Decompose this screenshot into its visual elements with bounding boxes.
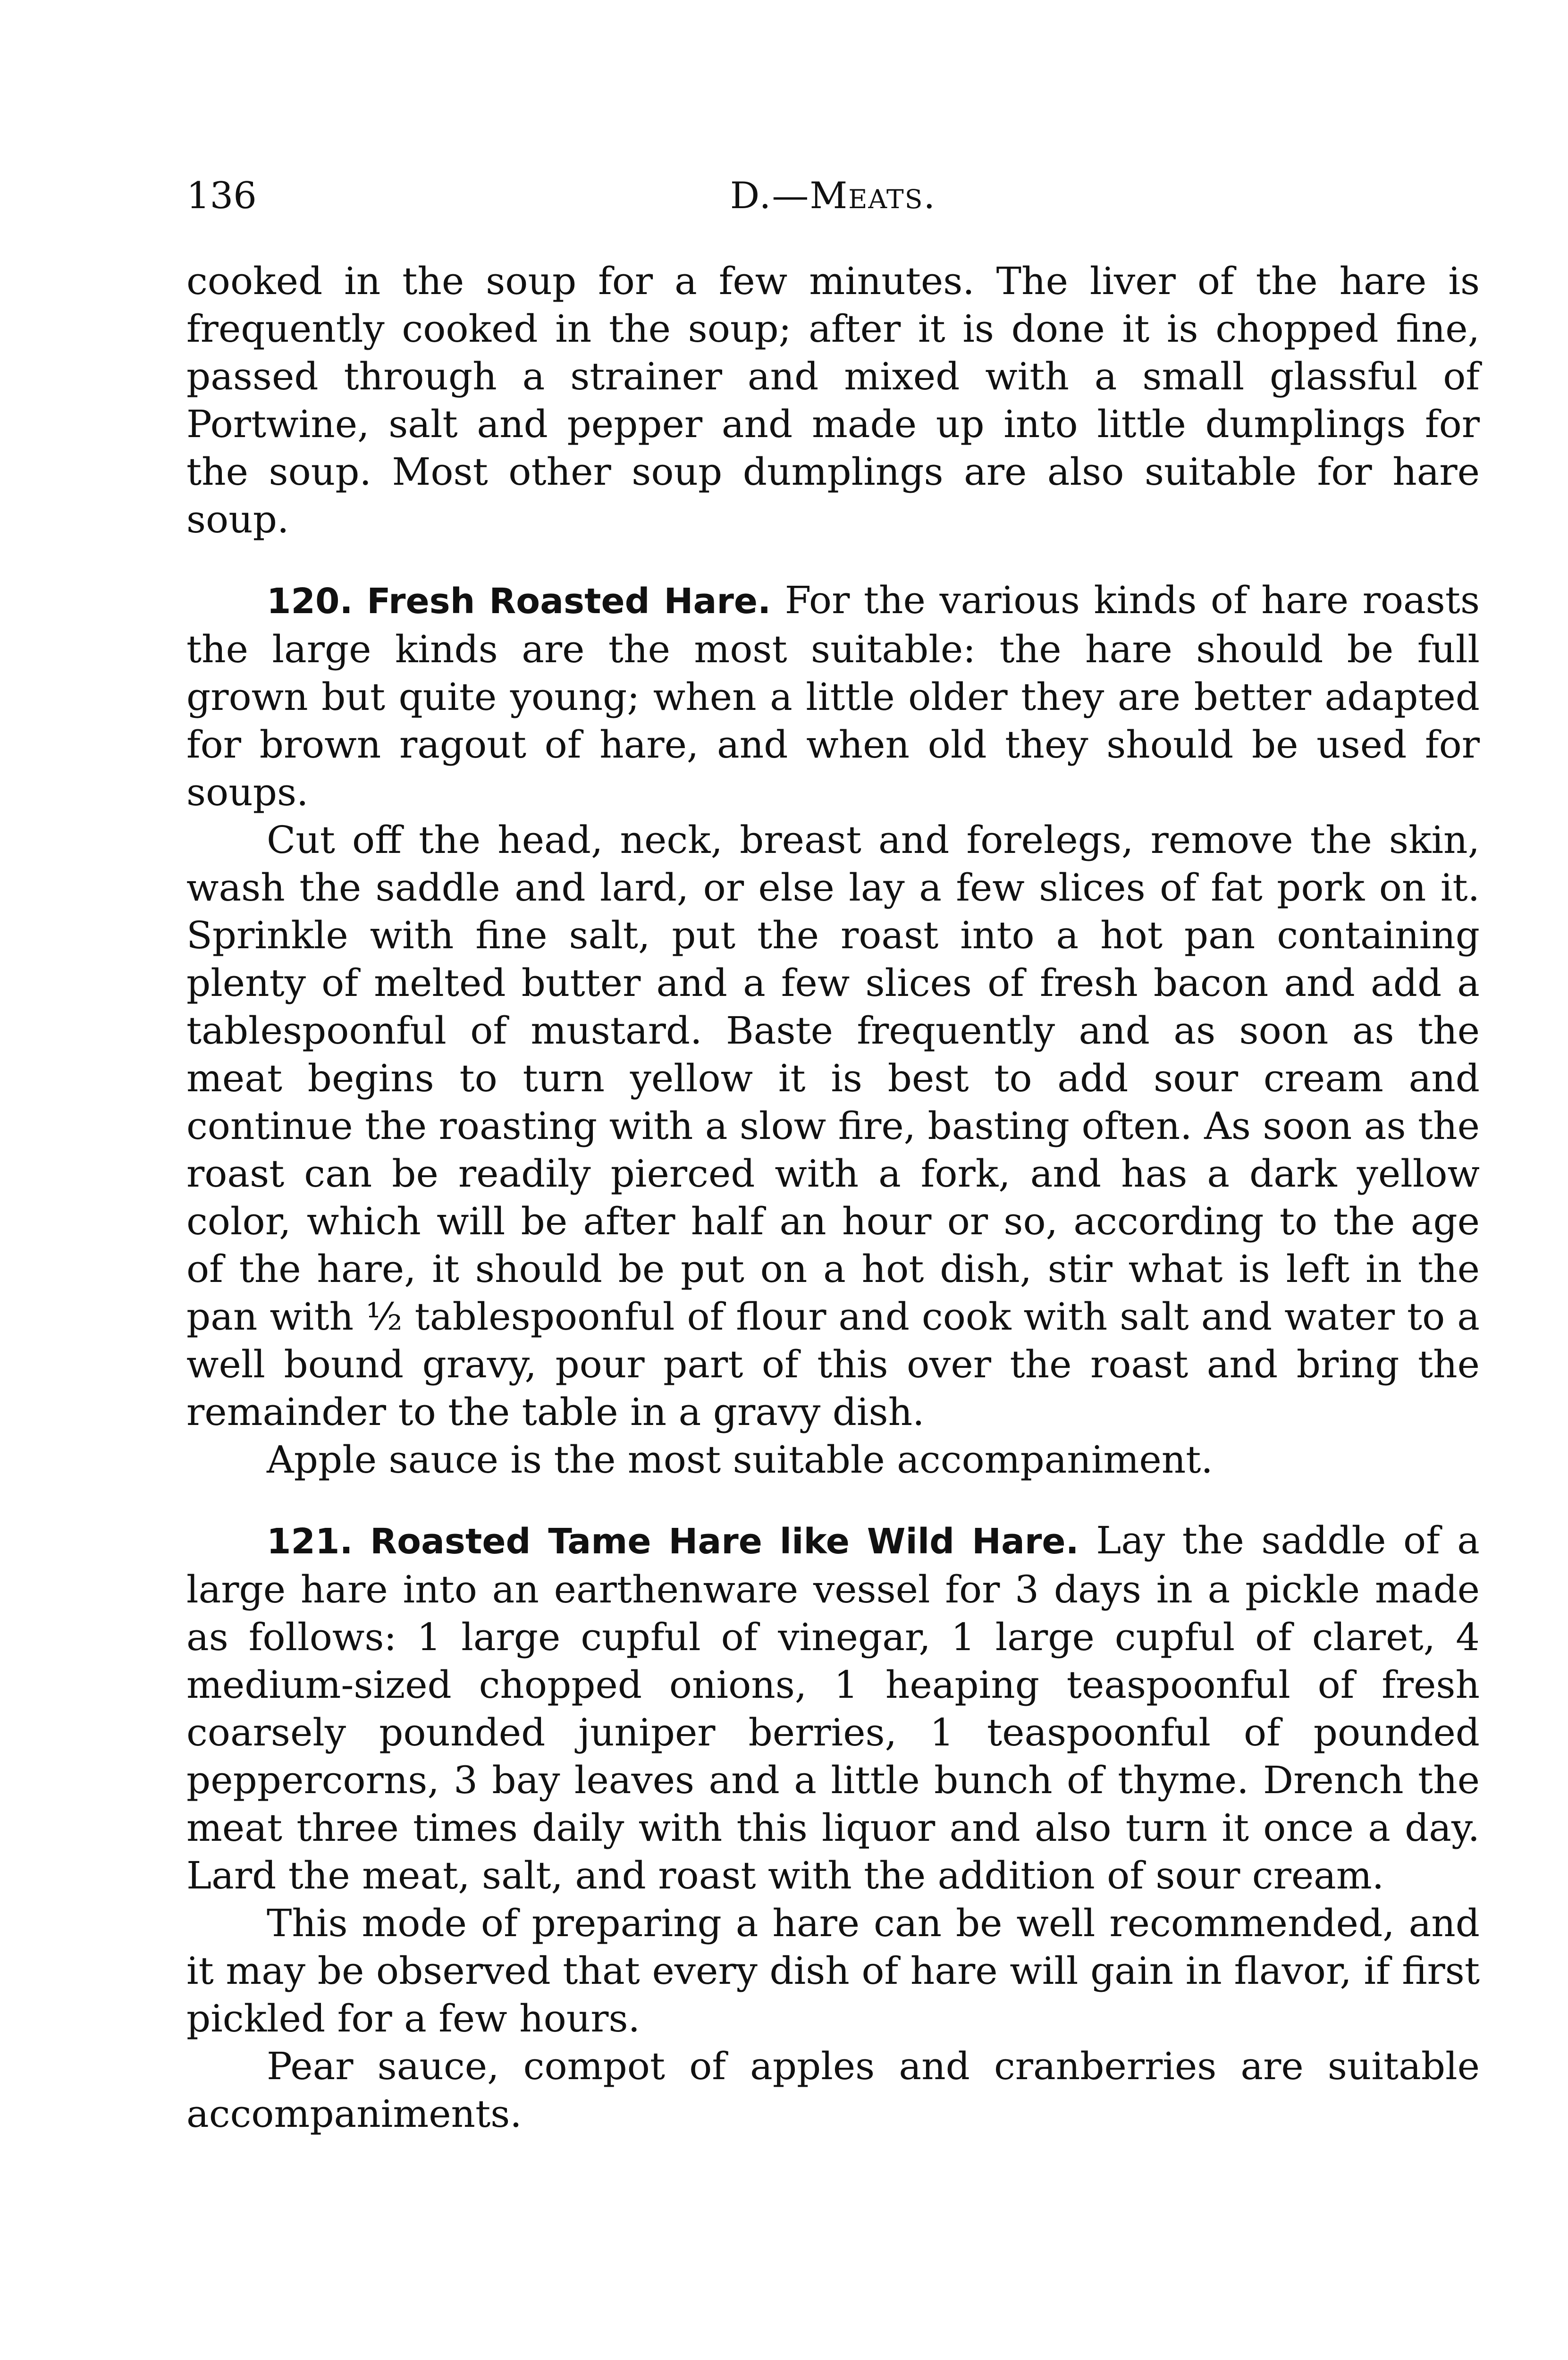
running-title: D.—Meats. <box>730 175 936 217</box>
book-page <box>186 0 1480 2360</box>
page-number: 136 <box>186 175 257 217</box>
body-text <box>186 257 1480 2138</box>
recipe-title: Roasted Tame Hare like Wild Hare. <box>370 1521 1079 1562</box>
recipe-120-accompaniment: Apple sauce is the most suitable accompaniment. <box>267 1438 1213 1482</box>
recipe-title: Fresh Roasted Hare. <box>367 581 771 622</box>
recipe-121-note: This mode of preparing a hare can be well recommended, and it may be observed that every dish of hare will gain in flavor, if first pickled for a few hours. <box>186 1901 1480 2040</box>
recipe-text: Lay the saddle of a large hare into an earthenware vessel for 3 days in a pickle made as follows: 1 large cupful of vinegar, 1 large cupful of claret, 4 medium-sized chopped onions, 1 heaping teaspoonful of fresh coarsely pounded juniper berries, 1 teaspoonful of pounded peppercorns, 3 bay leaves and a little bunch of thyme. Drench the meat three times daily with this liquor and also turn it once a day. Lard the meat, salt, and roast with the addition of sour cream. <box>186 1518 1480 1897</box>
recipe-121-accompaniment: Pear sauce, compot of apples and cranberries are suitable accompaniments. <box>186 2044 1480 2136</box>
continued-paragraph: cooked in the soup for a few minutes. The liver of the hare is frequently cooked in the soup; after it is done it is chopped fine, passed through a strainer and mixed with a small glassful of Portwine, salt and pepper and made up into little dumplings for the soup. Most other soup dumplings are also suitable for hare soup. <box>186 259 1480 541</box>
recipe-120-intro <box>186 576 1480 816</box>
recipe-text: For the various kinds of hare roasts the large kinds are the most suitable: the hare should be full grown but quite young; when a little older they are better adapted for brown ragout of hare, and when old they should be used for soups. <box>186 578 1480 814</box>
recipe-number: 120. <box>267 581 353 622</box>
running-head <box>186 170 1480 222</box>
recipe-121-intro <box>186 1517 1480 1899</box>
recipe-number: 121. <box>267 1521 353 1562</box>
recipe-120-method: Cut off the head, neck, breast and forelegs, remove the skin, wash the saddle and lard, or else lay a few slices of fat pork on it. Sprinkle with fine salt, put the roast into a hot pan containing plenty of melted butter and a few slices of fresh bacon and add a tablespoonful of mustard. Baste frequently and as soon as the meat begins to turn yellow it is best to add sour cream and continue the roasting with a slow fire, basting often. As soon as the roast can be readily pierced with a fork, and has a dark yellow color, which will be after half an hour or so, according to the age of the hare, it should be put on a hot dish, stir what is left in the pan with ½ tablespoonful of flour and cook with salt and water to a well bound gravy, pour part of this over the roast and bring the remainder to the table in a gravy dish. <box>186 818 1480 1434</box>
